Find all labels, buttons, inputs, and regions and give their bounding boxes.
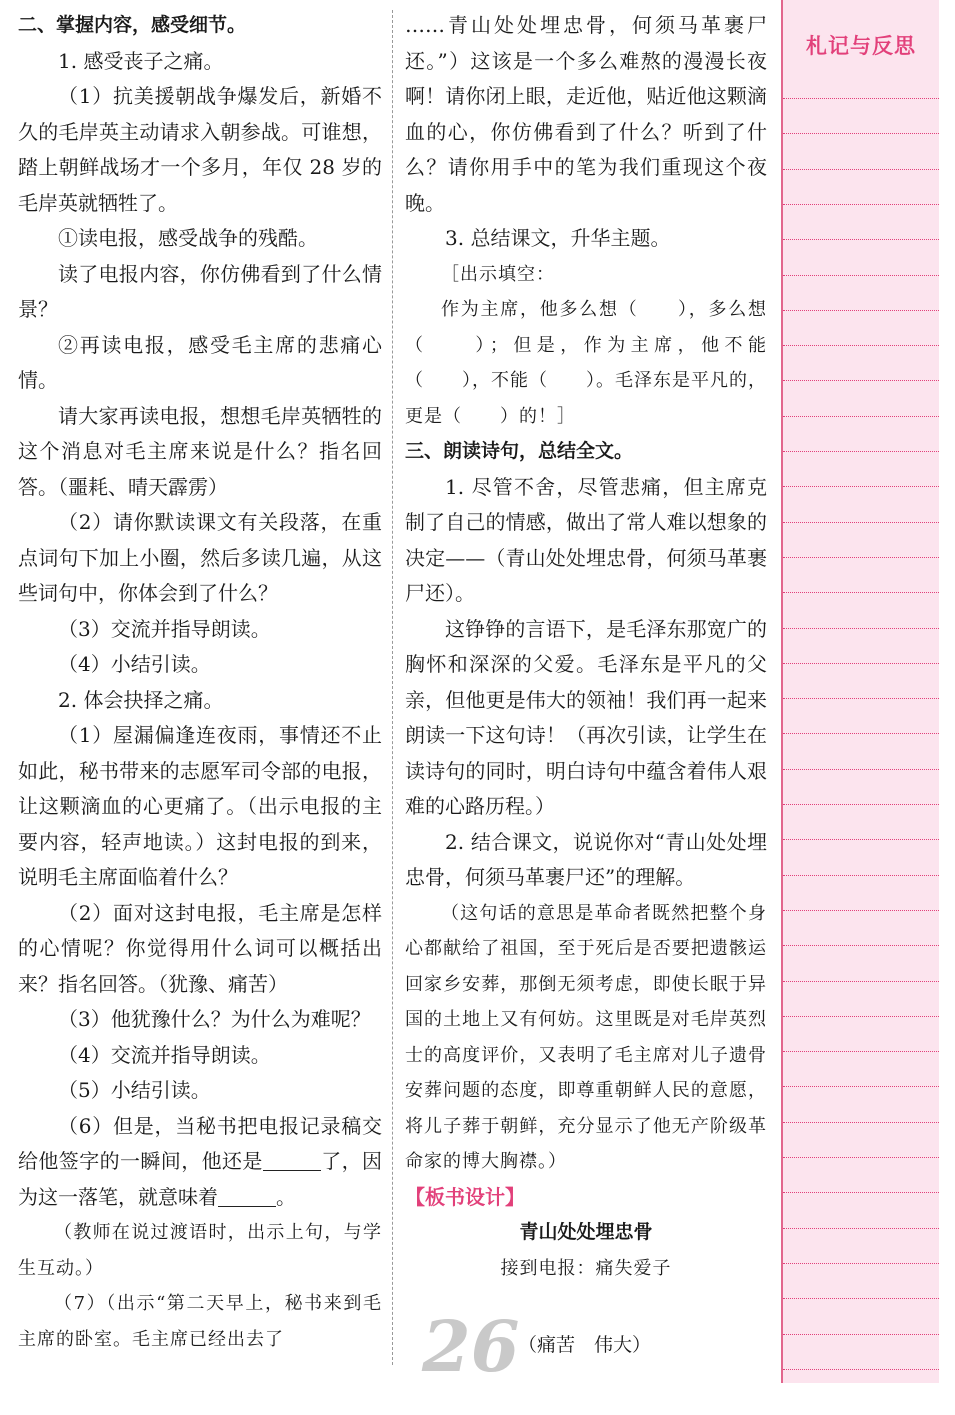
left-paragraph: ②再读电报，感受毛主席的悲痛心情。 [18, 332, 382, 392]
note-line [783, 839, 939, 840]
left-paragraph: （2）面对这封电报，毛主席是怎样的心情呢？你觉得用什么词可以概括出来？指名回答。（犹豫、痛苦） [18, 900, 382, 996]
note-line [783, 522, 939, 523]
note-line [783, 1298, 939, 1299]
note-line [783, 875, 939, 876]
note-line [783, 698, 939, 699]
fill-blank-paragraph [18, 1109, 382, 1216]
note-line [783, 1263, 939, 1264]
answer-blank [218, 1184, 276, 1207]
left-paragraph: （3）交流并指导朗读。 [58, 616, 271, 641]
note-line [783, 451, 939, 452]
column-divider [392, 10, 393, 1365]
board-title: 青山处处埋忠骨 [519, 1221, 653, 1243]
note-line [783, 1334, 939, 1335]
middle-paragraph: 3. 总结课文，升华主题。 [445, 226, 671, 250]
note-line [783, 804, 939, 805]
note-line [783, 1369, 939, 1370]
note-line [783, 133, 939, 134]
left-paragraph: 读了电报内容，你仿佛看到了什么情景？ [18, 261, 382, 321]
left-paragraph: 二、掌握内容，感受细节。 [18, 14, 247, 36]
note-line [783, 981, 939, 982]
left-paragraph: ①读电报，感受战争的残酷。 [58, 226, 318, 250]
note-line [783, 204, 939, 205]
note-line [783, 1086, 939, 1087]
note-line [783, 1122, 939, 1123]
left-paragraph: （7）（出示“第二天早上，秘书来到毛主席的卧室。毛主席已经出去了 [18, 1293, 382, 1350]
note-line [783, 945, 939, 946]
middle-paragraph: ［出示填空： [441, 263, 555, 285]
note-line [783, 1192, 939, 1193]
left-paragraph: 请大家再读电报，想想毛岸英牺牲的这个消息对毛主席来说是什么？指名回答。（噩耗、晴天霹雳） [18, 403, 382, 499]
note-line [783, 169, 939, 170]
left-paragraph: （5）小结引读。 [58, 1078, 211, 1102]
middle-paragraph: 2. 结合课文，说说你对“青山处处埋忠骨，何须马革裹尸还”的理解。 [405, 829, 767, 889]
left-paragraph: （4）小结引读。 [58, 652, 211, 676]
notes-sidebar [781, 0, 939, 1383]
note-line [783, 557, 939, 558]
left-paragraph: （2）请你默读课文有关段落，在重点词句下加上小圈，然后多读几遍，从这些词句中，你体会到了什么？ [18, 510, 382, 605]
note-line [783, 345, 939, 346]
note-line [783, 380, 939, 381]
left-column [18, 8, 382, 1357]
paragraph-text: 了，因为这一落笔，就意味着 [18, 1149, 383, 1209]
paragraph-text: 。 [276, 1184, 296, 1209]
paragraph-text: （6）但是，当秘书把电报记录稿交给他签字的一瞬间，他还是 [18, 1113, 382, 1173]
left-paragraph: （1）屋漏偏逢连夜雨，事情还不止如此，秘书带来的志愿军司令部的电报，让这颗滴血的心更痛了。（出示电报的主要内容，轻声地读。）这封电报的到来，说明毛主席面临着什么？ [18, 723, 382, 889]
note-line [783, 486, 939, 487]
note-line [783, 275, 939, 276]
left-paragraph: 1. 感受丧子之痛。 [58, 48, 224, 73]
board-line-2: 接到电报：痛失爱子 [500, 1257, 672, 1279]
note-line [783, 310, 939, 311]
left-paragraph: 2. 体会抉择之痛。 [58, 687, 224, 712]
middle-paragraph: 这铮铮的言语下，是毛泽东那宽广的胸怀和深深的父爱。毛泽东是平凡的父亲，但他更是伟大的领袖！我们再一起来朗读一下这句诗！（再次引读，让学生在读诗句的同时，明白诗句中蕴含着伟人艰难的心路历程。） [405, 616, 767, 818]
note-line [783, 1228, 939, 1229]
left-paragraph: （教师在说过渡语时，出示上句，与学生互动。） [18, 1222, 382, 1279]
note-line [783, 1051, 939, 1052]
sidebar-title: 札记与反思 [806, 34, 916, 58]
note-line [783, 769, 939, 770]
note-line [783, 663, 939, 664]
note-line [783, 1157, 939, 1158]
note-line [783, 733, 939, 734]
middle-paragraph: 作为主席，他多么想（ ），多么想（ ）；但是，作为主席，他不能（ ），不能（ ）。毛泽东是平凡的，更是（ ）的！］ [405, 299, 767, 427]
note-line [783, 239, 939, 240]
left-paragraph: （3）他犹豫什么？为什么为难呢？ [58, 1007, 371, 1031]
board-line-3: （痛苦 伟大） [518, 1334, 652, 1356]
middle-paragraph: 三、朗读诗句，总结全文。 [405, 440, 634, 462]
middle-paragraph: ……青山处处埋忠骨，何须马革裹尸还。”）这该是一个多么难熬的漫漫长夜啊！请你闭上眼，走近他，贴近他这颗滴血的心，你仿佛看到了什么？听到了什么？请你用手中的笔为我们重现这个夜晚。 [405, 13, 767, 215]
board-heading: 【板书设计】 [405, 1184, 525, 1209]
note-line [783, 416, 939, 417]
answer-blank [263, 1148, 321, 1171]
note-line [783, 592, 939, 593]
middle-paragraph: （这句话的意思是革命者既然把整个身心都献给了祖国，至于死后是否要把遗骸运回家乡安葬，那倒无须考虑，即使长眠于异国的土地上又有何妨。这里既是对毛岸英烈士的高度评价，又表明了毛主席对儿子遗骨安葬问题的态度，即尊重朝鲜人民的意愿，将儿子葬于朝鲜，充分显示了他无产阶级革命家的博大胸襟。） [405, 902, 767, 1172]
middle-paragraph: 1. 尽管不舍，尽管悲痛，但主席克制了自己的情感，做出了常人难以想象的决定——（青山处处埋忠骨，何须马革裹尸还）。 [405, 474, 767, 605]
note-line [783, 910, 939, 911]
page-number: 26 [422, 1305, 520, 1388]
note-line [783, 628, 939, 629]
left-paragraph: （4）交流并指导朗读。 [58, 1042, 271, 1067]
left-paragraph: （1）抗美援朝战争爆发后，新婚不久的毛岸英主动请求入朝参战。可谁想，踏上朝鲜战场才一个多月，年仅 28 岁的毛岸英就牺牲了。 [18, 84, 382, 215]
middle-column [405, 8, 767, 1286]
note-line [783, 1016, 939, 1017]
note-line [783, 98, 939, 99]
